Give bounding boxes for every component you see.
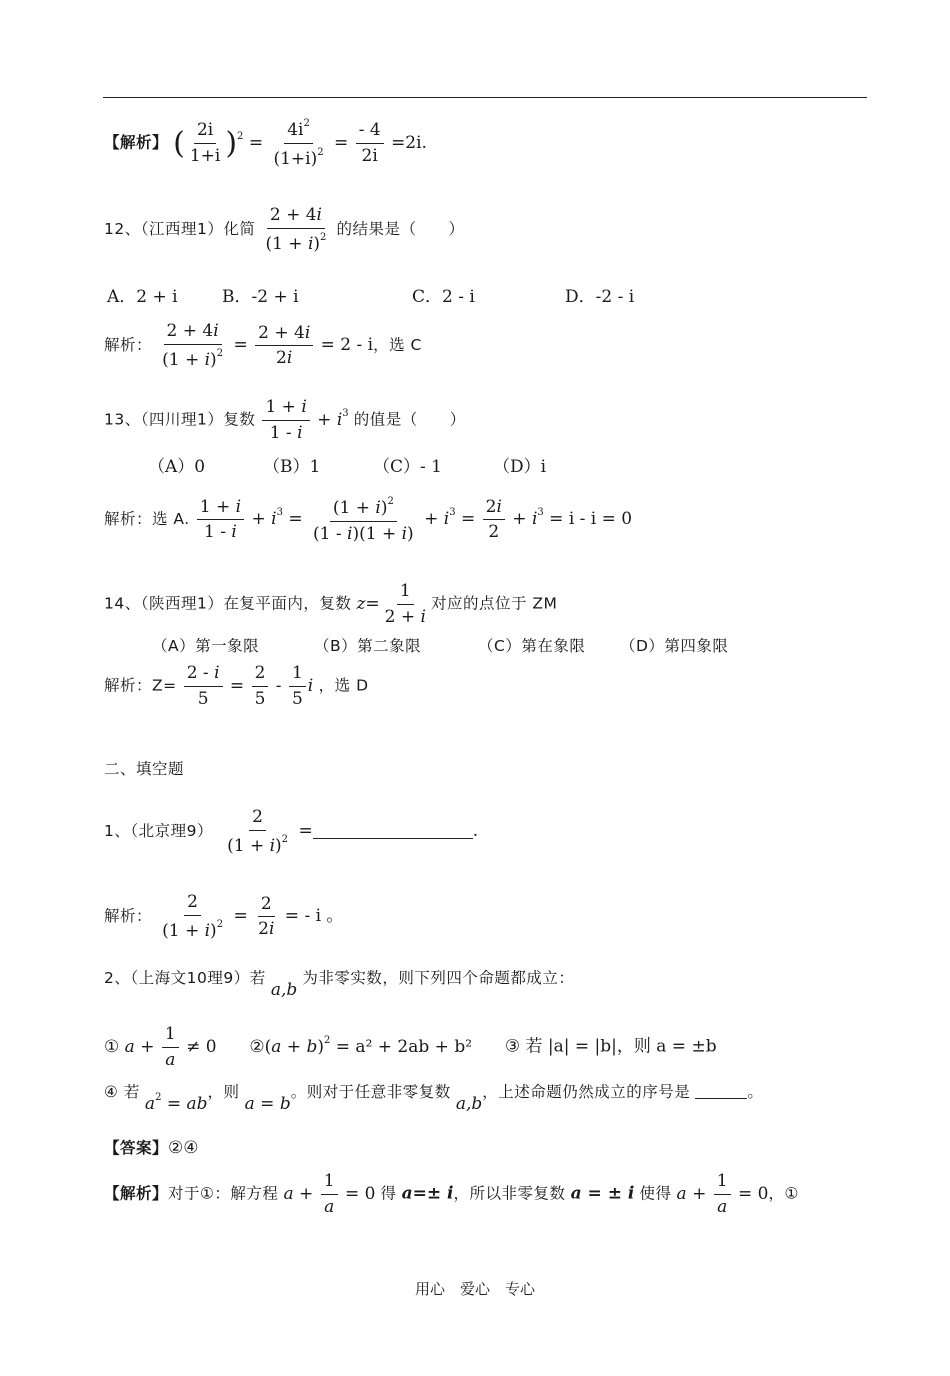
f1-number: 1、	[104, 822, 131, 841]
solution-label: 解析：选 A.	[104, 510, 190, 529]
f2-source: （上海文10理9）若	[130, 969, 266, 987]
q12-stem	[104, 206, 465, 253]
text: ，所以非零复数	[453, 1184, 566, 1203]
f1-solution	[104, 893, 343, 940]
q14-stem-tail: 对应的点位于 ZM	[430, 594, 558, 613]
q14-option-a: （A）第一象限	[152, 637, 260, 655]
q14-solution	[104, 664, 369, 708]
q13-option-d: （D）i	[493, 457, 547, 477]
analysis-label: 【解析】	[104, 1184, 169, 1203]
solution-result: = i - i = 0	[549, 509, 633, 530]
prop-4-label: ④ 若	[104, 1083, 140, 1101]
formula: a + $\frac{1}{a}$ = 0	[283, 1171, 376, 1217]
prop-2: ②(a + b)$^2$ = a² + 2ab + b²	[249, 1034, 473, 1057]
answer-blank[interactable]	[313, 824, 473, 839]
q12-option-c: C．2 - i	[412, 287, 475, 307]
solution-result: = 2 - i	[320, 335, 374, 356]
q14-number: 14、	[104, 594, 141, 613]
formula: a=± i	[401, 1183, 454, 1204]
q13-option-b: （B）1	[263, 457, 321, 477]
q13-stem-tail: 的值是（ ）	[353, 410, 466, 429]
solution-choice: ，选 D	[318, 676, 369, 695]
formula: a + $\frac{1}{a}$ = 0	[676, 1171, 769, 1217]
f1-end: .	[472, 821, 479, 842]
q13-stem	[104, 398, 466, 442]
f2-stem	[104, 966, 575, 1000]
q13-option-a: （A）0	[148, 457, 206, 477]
f1-stem	[104, 808, 478, 855]
text: 。则对于任意非零复数	[290, 1083, 451, 1101]
f2-answer	[104, 1136, 199, 1158]
formula: $\frac{2 + 4i}{(1 + i)^2}$ = $\frac{2 + 4i}{2i}$	[157, 335, 321, 355]
q13-source: （四川理1）复数	[140, 410, 256, 429]
f1-source: （北京理9）	[130, 822, 213, 841]
f2-number: 2、	[104, 969, 131, 987]
text: 使得	[639, 1184, 672, 1203]
formula: $\frac{1 + i}{1 - i}$ + $i^3$	[260, 410, 348, 430]
f2-prop4	[104, 1080, 764, 1114]
section-title: 二、填空题	[104, 760, 185, 778]
answer-value: ②④	[168, 1138, 199, 1158]
formula: a,b	[455, 1094, 483, 1114]
page-footer: 用心 爱心 专心	[414, 1280, 535, 1298]
analysis-label: 【解析】	[104, 133, 169, 152]
q14-option-d: （D）第四象限	[620, 637, 729, 655]
q12-number: 12、	[104, 220, 141, 239]
text: 对于①：解方程	[168, 1184, 279, 1203]
formula: $\frac{2}{(1 + i)^2}$ =	[227, 807, 313, 856]
f2-props	[104, 1025, 717, 1069]
q12-option-a: A．2 + i	[107, 287, 178, 307]
formula: $\frac{1 + i}{1 - i}$ + $i^3$ = $\frac{(1 + i)^2}{(1 - i)(1 + i)}$ + $i^3$ = $\frac{2i}{2}$ + $i^3$	[195, 509, 549, 529]
q12-option-d: D．-2 - i	[565, 287, 635, 307]
formula: a = b	[244, 1094, 291, 1114]
solution-label: 解析：	[104, 907, 153, 926]
q12-option-b: B．-2 + i	[222, 287, 299, 307]
q12-source: （江西理1）化简	[140, 220, 256, 239]
formula: z= $\frac{1}{2 + i}$	[356, 581, 426, 627]
solution-label: 解析：	[104, 336, 153, 355]
solution-label: 解析：Z=	[104, 676, 177, 695]
solution-choice: ，选 C	[373, 336, 422, 355]
formula: $a^2$ = ab	[144, 1092, 208, 1114]
formula: $\frac{2 - i}{5}$ = $\frac{2}{5}$ - $\frac{1}{5}$ i	[182, 676, 319, 696]
text: ，则	[207, 1083, 240, 1101]
prop-3: ③ 若 |a| = |b|，则 a = ±b	[504, 1036, 717, 1057]
text: 得	[380, 1184, 397, 1203]
solution-result: = - i 。	[284, 906, 344, 927]
formula: $\frac{2 + 4i}{(1 + i)^2}$	[265, 205, 327, 254]
header-rule	[103, 97, 867, 98]
text: ，①	[768, 1184, 799, 1203]
q13-option-c: （C）- 1	[373, 457, 442, 477]
header-solution	[104, 118, 427, 168]
q14-source: （陕西理1）在复平面内，复数	[140, 594, 352, 613]
q12-stem-tail: 的结果是（ ）	[336, 220, 465, 239]
formula: a,b	[270, 980, 298, 1000]
q12-solution	[104, 322, 422, 369]
q13-number: 13、	[104, 410, 141, 429]
text: 。	[747, 1083, 764, 1101]
q14-option-c: （C）第在象限	[478, 637, 586, 655]
f2-analysis	[104, 1172, 799, 1216]
formula: a = ± i	[570, 1183, 635, 1204]
answer-blank[interactable]	[695, 1086, 747, 1099]
prop-1: ① a + $\frac{1}{a}$ ≠ 0	[104, 1024, 217, 1070]
f2-stem-tail: 为非零实数，则下列四个命题都成立：	[302, 969, 575, 987]
formula: ( $\frac{2i}{1+i}$ )$^2$ = $\frac{4i^2}{(1+i)^2}$ = $\frac{- 4}{2i}$ =2i.	[173, 118, 427, 169]
formula: $\frac{2}{(1 + i)^2}$ = $\frac{2}{2i}$	[162, 892, 275, 941]
answer-label: 【答案】	[104, 1139, 169, 1157]
q13-solution	[104, 496, 632, 543]
q14-stem	[104, 582, 557, 626]
q14-option-b: （B）第二象限	[314, 637, 422, 655]
text: ，上述命题仍然成立的序号是	[482, 1083, 691, 1101]
